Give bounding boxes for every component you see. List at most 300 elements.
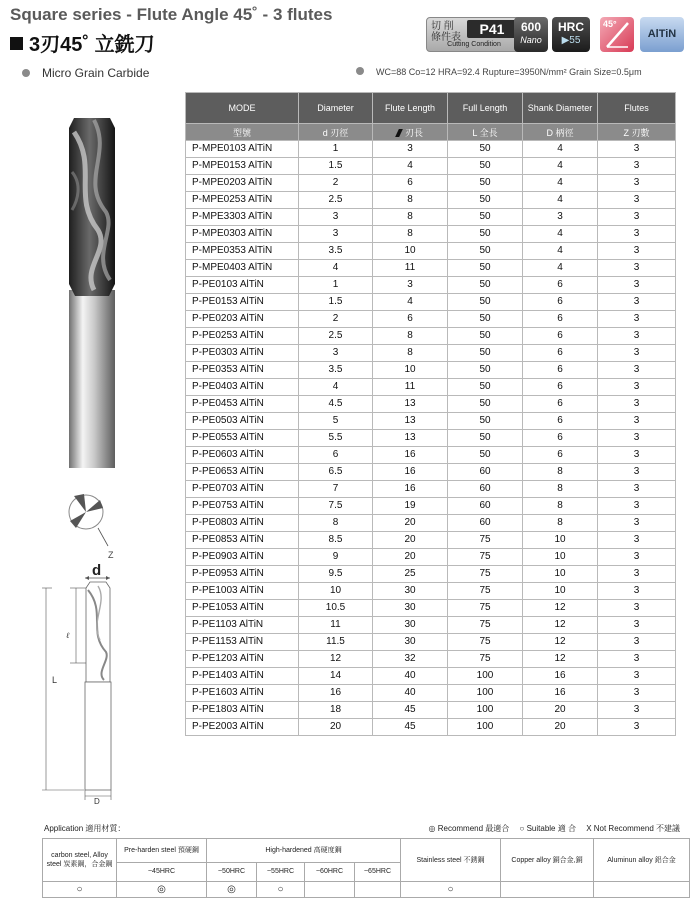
table-row xyxy=(186,328,676,345)
label-full-length: L xyxy=(52,675,58,685)
cell-full-length: 100 xyxy=(448,719,523,736)
cell-flutes: 3 xyxy=(598,396,676,413)
cell-full-length: 50 xyxy=(448,345,523,362)
app-hrc-65: ~65HRC xyxy=(355,862,401,881)
cell-flute-length: 32 xyxy=(373,651,448,668)
cell-flutes: 3 xyxy=(598,379,676,396)
cell-flutes: 3 xyxy=(598,702,676,719)
cell-flutes: 3 xyxy=(598,362,676,379)
cell-flute-length: 13 xyxy=(373,413,448,430)
cell-diameter: 11.5 xyxy=(299,634,373,651)
cell-flutes: 3 xyxy=(598,668,676,685)
cell-flute-length: 16 xyxy=(373,481,448,498)
cell-flute-length: 6 xyxy=(373,175,448,192)
cell-flute-length: 16 xyxy=(373,464,448,481)
cell-diameter: 2 xyxy=(299,311,373,328)
app-value-aluminum xyxy=(594,882,690,898)
table-row xyxy=(186,277,676,294)
header-model-cn: 型號 xyxy=(186,124,299,141)
app-value-hrc65 xyxy=(355,882,401,898)
cell-full-length: 60 xyxy=(448,498,523,515)
table-row xyxy=(186,719,676,736)
helix-angle-label: 45° xyxy=(603,19,617,29)
cell-model: P-PE0653 AlTiN xyxy=(186,464,299,481)
cross-section-drawing xyxy=(62,484,122,562)
cell-diameter: 8 xyxy=(299,515,373,532)
cell-model: P-PE0153 AlTiN xyxy=(186,294,299,311)
table-row xyxy=(186,243,676,260)
cell-diameter: 3.5 xyxy=(299,243,373,260)
legend-suitable: ○ Suitable 適 合 xyxy=(519,824,576,833)
header-shank-diameter-cn: D 柄徑 xyxy=(523,124,598,141)
cell-model: P-MPE0103 AlTiN xyxy=(186,141,299,158)
cell-diameter: 1.5 xyxy=(299,158,373,175)
cutting-condition-cn: 切 削 條件表 xyxy=(431,21,461,43)
cell-flutes: 3 xyxy=(598,447,676,464)
material-line xyxy=(22,66,149,80)
cell-shank-diameter: 6 xyxy=(523,277,598,294)
cell-flute-length: 16 xyxy=(373,447,448,464)
cell-full-length: 50 xyxy=(448,311,523,328)
cell-shank-diameter: 4 xyxy=(523,158,598,175)
header-full-length-cn: L 全長 xyxy=(448,124,523,141)
cell-model: P-MPE3303 AlTiN xyxy=(186,209,299,226)
table-row xyxy=(186,345,676,362)
spec-table xyxy=(185,92,676,736)
app-stainless-steel: Stainless steel 不銹鋼 xyxy=(401,839,501,882)
cell-model: P-PE0953 AlTiN xyxy=(186,566,299,583)
cell-flutes: 3 xyxy=(598,328,676,345)
cell-flute-length: 20 xyxy=(373,532,448,549)
header-diameter: Diameter xyxy=(299,93,373,124)
cell-model: P-PE0753 AlTiN xyxy=(186,498,299,515)
cell-full-length: 75 xyxy=(448,566,523,583)
cell-full-length: 50 xyxy=(448,362,523,379)
table-row xyxy=(186,498,676,515)
table-row xyxy=(186,396,676,413)
cell-flute-length: 10 xyxy=(373,243,448,260)
table-row xyxy=(186,379,676,396)
app-value-copper xyxy=(501,882,594,898)
cell-flute-length: 45 xyxy=(373,719,448,736)
app-value-hrc60 xyxy=(305,882,355,898)
table-row xyxy=(186,464,676,481)
cell-shank-diameter: 4 xyxy=(523,243,598,260)
cell-model: P-PE1153 AlTiN xyxy=(186,634,299,651)
cell-shank-diameter: 6 xyxy=(523,294,598,311)
cell-diameter: 3 xyxy=(299,345,373,362)
cell-flute-length: 11 xyxy=(373,260,448,277)
coating-badge: AlTiN xyxy=(640,17,684,52)
cell-flutes: 3 xyxy=(598,294,676,311)
cell-model: P-PE0103 AlTiN xyxy=(186,277,299,294)
cell-shank-diameter: 8 xyxy=(523,481,598,498)
cell-full-length: 50 xyxy=(448,243,523,260)
cell-shank-diameter: 6 xyxy=(523,345,598,362)
cell-full-length: 60 xyxy=(448,464,523,481)
cell-shank-diameter: 6 xyxy=(523,430,598,447)
cell-model: P-PE0503 AlTiN xyxy=(186,413,299,430)
cell-shank-diameter: 8 xyxy=(523,515,598,532)
app-carbon-steel: carbon steel, Alloy steel 炭素鋼，合金鋼 xyxy=(43,839,117,882)
cell-model: P-PE0603 AlTiN xyxy=(186,447,299,464)
cell-flutes: 3 xyxy=(598,566,676,583)
cell-full-length: 50 xyxy=(448,158,523,175)
cell-diameter: 1 xyxy=(299,141,373,158)
dimension-drawing xyxy=(38,560,148,805)
cell-full-length: 50 xyxy=(448,260,523,277)
cell-flutes: 3 xyxy=(598,175,676,192)
app-high-hardened-steel: High-hardened 高硬度鋼 xyxy=(207,839,401,863)
table-row xyxy=(186,668,676,685)
cell-flutes: 3 xyxy=(598,464,676,481)
cell-flute-length: 40 xyxy=(373,685,448,702)
square-bullet-icon xyxy=(10,37,23,50)
cell-diameter: 10 xyxy=(299,583,373,600)
cell-full-length: 75 xyxy=(448,634,523,651)
specs-text: WC=88 Co=12 HRA=92.4 Rupture=3950N/mm² Grain Size=0.5μm xyxy=(376,67,642,77)
cell-flutes: 3 xyxy=(598,345,676,362)
application-value-row xyxy=(43,882,690,898)
application-caption: Application 適用材質： xyxy=(44,824,126,833)
cell-model: P-MPE0153 AlTiN xyxy=(186,158,299,175)
cell-model: P-PE0553 AlTiN xyxy=(186,430,299,447)
cell-full-length: 50 xyxy=(448,141,523,158)
cell-model: P-PE0253 AlTiN xyxy=(186,328,299,345)
nano-badge xyxy=(514,17,548,52)
cell-model: P-PE0203 AlTiN xyxy=(186,311,299,328)
cell-diameter: 1.5 xyxy=(299,294,373,311)
table-row xyxy=(186,685,676,702)
header-flutes: Flutes xyxy=(598,93,676,124)
cell-flutes: 3 xyxy=(598,600,676,617)
cell-full-length: 60 xyxy=(448,481,523,498)
cell-full-length: 75 xyxy=(448,617,523,634)
cell-full-length: 50 xyxy=(448,430,523,447)
cell-diameter: 7.5 xyxy=(299,498,373,515)
cell-flute-length: 3 xyxy=(373,141,448,158)
cell-flute-length: 25 xyxy=(373,566,448,583)
cell-model: P-PE1203 AlTiN xyxy=(186,651,299,668)
cell-full-length: 50 xyxy=(448,413,523,430)
cell-flutes: 3 xyxy=(598,430,676,447)
cell-model: P-MPE0253 AlTiN xyxy=(186,192,299,209)
table-row xyxy=(186,634,676,651)
cell-diameter: 5.5 xyxy=(299,430,373,447)
cell-diameter: 2.5 xyxy=(299,328,373,345)
cell-shank-diameter: 12 xyxy=(523,617,598,634)
cell-flute-length: 4 xyxy=(373,294,448,311)
cell-shank-diameter: 6 xyxy=(523,396,598,413)
flute-length-icon xyxy=(395,129,403,137)
cell-flute-length: 10 xyxy=(373,362,448,379)
bullet-dot-icon xyxy=(356,67,364,75)
cell-diameter: 5 xyxy=(299,413,373,430)
cell-flutes: 3 xyxy=(598,226,676,243)
cell-full-length: 100 xyxy=(448,668,523,685)
cell-diameter: 11 xyxy=(299,617,373,634)
cell-diameter: 16 xyxy=(299,685,373,702)
table-row xyxy=(186,294,676,311)
hrc-badge-value: ▶55 xyxy=(561,35,581,46)
table-row xyxy=(186,651,676,668)
cell-flutes: 3 xyxy=(598,141,676,158)
app-value-hrc55: ○ xyxy=(257,882,305,898)
app-value-stainless: ○ xyxy=(401,882,501,898)
cell-shank-diameter: 6 xyxy=(523,447,598,464)
cell-diameter: 9.5 xyxy=(299,566,373,583)
cell-model: P-MPE0353 AlTiN xyxy=(186,243,299,260)
cell-shank-diameter: 6 xyxy=(523,379,598,396)
cell-shank-diameter: 20 xyxy=(523,719,598,736)
table-row xyxy=(186,532,676,549)
table-row xyxy=(186,549,676,566)
cell-flutes: 3 xyxy=(598,158,676,175)
cell-full-length: 50 xyxy=(448,175,523,192)
specs-line xyxy=(356,67,642,77)
cell-model: P-PE0853 AlTiN xyxy=(186,532,299,549)
cell-diameter: 8.5 xyxy=(299,532,373,549)
app-hrc-55: ~55HRC xyxy=(257,862,305,881)
cutting-condition-badge xyxy=(426,17,522,52)
cell-flutes: 3 xyxy=(598,413,676,430)
cell-model: P-PE0803 AlTiN xyxy=(186,515,299,532)
cutting-condition-code: P41 xyxy=(467,20,517,38)
nano-badge-label: Nano xyxy=(520,35,542,45)
cell-flute-length: 30 xyxy=(373,634,448,651)
cell-flutes: 3 xyxy=(598,719,676,736)
cell-full-length: 50 xyxy=(448,192,523,209)
cell-diameter: 3.5 xyxy=(299,362,373,379)
application-legend xyxy=(421,823,680,834)
cell-model: P-PE1053 AlTiN xyxy=(186,600,299,617)
application-table xyxy=(42,838,690,898)
cell-flutes: 3 xyxy=(598,549,676,566)
table-row xyxy=(186,583,676,600)
cell-flute-length: 30 xyxy=(373,600,448,617)
label-flute-length: ℓ xyxy=(66,631,70,640)
cell-flutes: 3 xyxy=(598,498,676,515)
end-mill-photo xyxy=(50,112,130,470)
cell-diameter: 6 xyxy=(299,447,373,464)
cell-full-length: 60 xyxy=(448,515,523,532)
cell-full-length: 75 xyxy=(448,651,523,668)
cell-flutes: 3 xyxy=(598,277,676,294)
table-row xyxy=(186,141,676,158)
label-d: d xyxy=(92,562,102,579)
cell-full-length: 100 xyxy=(448,685,523,702)
cell-flute-length: 8 xyxy=(373,209,448,226)
cell-shank-diameter: 10 xyxy=(523,583,598,600)
cell-flute-length: 3 xyxy=(373,277,448,294)
cell-flutes: 3 xyxy=(598,532,676,549)
legend-not-recommend: X Not Recommend 不建議 xyxy=(586,824,680,833)
cell-shank-diameter: 6 xyxy=(523,362,598,379)
table-row xyxy=(186,515,676,532)
cell-diameter: 2 xyxy=(299,175,373,192)
cell-flute-length: 6 xyxy=(373,311,448,328)
helix-angle-badge xyxy=(600,17,634,52)
table-row xyxy=(186,158,676,175)
cell-model: P-MPE0303 AlTiN xyxy=(186,226,299,243)
table-header-row-cn xyxy=(186,124,676,141)
table-row xyxy=(186,481,676,498)
cell-diameter: 20 xyxy=(299,719,373,736)
cell-diameter: 3 xyxy=(299,226,373,243)
cell-full-length: 50 xyxy=(448,447,523,464)
cell-flute-length: 45 xyxy=(373,702,448,719)
app-prehard-steel: Pre-harden steel 預硬鋼 xyxy=(117,839,207,863)
cell-flutes: 3 xyxy=(598,243,676,260)
spec-table-body xyxy=(186,141,676,736)
cell-diameter: 1 xyxy=(299,277,373,294)
cell-model: P-MPE0403 AlTiN xyxy=(186,260,299,277)
cell-full-length: 75 xyxy=(448,532,523,549)
cell-flutes: 3 xyxy=(598,209,676,226)
cell-flutes: 3 xyxy=(598,634,676,651)
table-row xyxy=(186,600,676,617)
cell-flute-length: 8 xyxy=(373,345,448,362)
cell-shank-diameter: 16 xyxy=(523,685,598,702)
cutting-condition-en: Cutting Condition xyxy=(447,41,501,48)
legend-recommend: ◎ Recommend 最適合 xyxy=(428,824,510,833)
cell-full-length: 75 xyxy=(448,549,523,566)
cell-shank-diameter: 10 xyxy=(523,532,598,549)
cell-full-length: 50 xyxy=(448,226,523,243)
cell-shank-diameter: 6 xyxy=(523,328,598,345)
cell-shank-diameter: 4 xyxy=(523,141,598,158)
cell-shank-diameter: 10 xyxy=(523,549,598,566)
cell-model: P-PE1003 AlTiN xyxy=(186,583,299,600)
cell-flute-length: 13 xyxy=(373,430,448,447)
page-title-cn-text: 3刃45˚ 立銑刀 xyxy=(29,34,155,56)
app-copper-alloy: Copper alloy 銅合金,銅 xyxy=(501,839,594,882)
table-row xyxy=(186,311,676,328)
cell-flutes: 3 xyxy=(598,481,676,498)
cell-shank-diameter: 16 xyxy=(523,668,598,685)
cell-model: P-PE1603 AlTiN xyxy=(186,685,299,702)
bullet-dot-icon xyxy=(22,69,30,77)
app-value-prehard: ◎ xyxy=(117,882,207,898)
cell-full-length: 75 xyxy=(448,600,523,617)
label-shank-diameter: D xyxy=(94,797,100,805)
cell-model: P-PE0403 AlTiN xyxy=(186,379,299,396)
table-row xyxy=(186,192,676,209)
cell-flute-length: 30 xyxy=(373,583,448,600)
table-row xyxy=(186,702,676,719)
cell-diameter: 10.5 xyxy=(299,600,373,617)
cell-model: P-PE0703 AlTiN xyxy=(186,481,299,498)
cell-flute-length: 20 xyxy=(373,549,448,566)
cell-diameter: 4 xyxy=(299,260,373,277)
table-row xyxy=(186,413,676,430)
label-z: Z xyxy=(108,550,114,560)
table-row xyxy=(186,209,676,226)
cell-diameter: 6.5 xyxy=(299,464,373,481)
cell-shank-diameter: 20 xyxy=(523,702,598,719)
cell-full-length: 50 xyxy=(448,396,523,413)
cell-full-length: 50 xyxy=(448,328,523,345)
cell-flute-length: 4 xyxy=(373,158,448,175)
cell-full-length: 50 xyxy=(448,277,523,294)
header-diameter-cn: d 刃徑 xyxy=(299,124,373,141)
cell-model: P-PE2003 AlTiN xyxy=(186,719,299,736)
cell-flutes: 3 xyxy=(598,617,676,634)
app-aluminum-alloy: Aluminun alloy 鋁合金 xyxy=(594,839,690,882)
cell-diameter: 7 xyxy=(299,481,373,498)
cell-flute-length: 30 xyxy=(373,617,448,634)
app-hrc-50: ~50HRC xyxy=(207,862,257,881)
app-prehard-hrc: ~45HRC xyxy=(117,862,207,881)
cell-shank-diameter: 6 xyxy=(523,413,598,430)
table-row xyxy=(186,447,676,464)
cell-flute-length: 20 xyxy=(373,515,448,532)
cell-full-length: 100 xyxy=(448,702,523,719)
cell-diameter: 18 xyxy=(299,702,373,719)
cell-shank-diameter: 10 xyxy=(523,566,598,583)
cell-flutes: 3 xyxy=(598,260,676,277)
cell-diameter: 4 xyxy=(299,379,373,396)
app-value-hrc50: ◎ xyxy=(207,882,257,898)
cell-diameter: 3 xyxy=(299,209,373,226)
header-flute-length: Flute Length xyxy=(373,93,448,124)
table-row xyxy=(186,226,676,243)
cell-model: P-PE0903 AlTiN xyxy=(186,549,299,566)
cell-model: P-PE0453 AlTiN xyxy=(186,396,299,413)
hrc-badge xyxy=(552,17,590,52)
cell-diameter: 9 xyxy=(299,549,373,566)
cell-shank-diameter: 12 xyxy=(523,600,598,617)
cell-flute-length: 8 xyxy=(373,192,448,209)
cell-shank-diameter: 4 xyxy=(523,175,598,192)
cell-flutes: 3 xyxy=(598,192,676,209)
cell-diameter: 2.5 xyxy=(299,192,373,209)
cell-full-length: 75 xyxy=(448,583,523,600)
header-model: MODE xyxy=(186,93,299,124)
cell-flutes: 3 xyxy=(598,311,676,328)
material-text: Micro Grain Carbide xyxy=(42,66,150,80)
cell-model: P-PE1103 AlTiN xyxy=(186,617,299,634)
page-title-en: Square series - Flute Angle 45˚ - 3 flutes xyxy=(10,5,333,24)
cell-model: P-PE1403 AlTiN xyxy=(186,668,299,685)
cell-shank-diameter: 8 xyxy=(523,464,598,481)
header-flutes-cn: Z 刃數 xyxy=(598,124,676,141)
cell-diameter: 14 xyxy=(299,668,373,685)
cell-full-length: 50 xyxy=(448,294,523,311)
cell-full-length: 50 xyxy=(448,379,523,396)
table-header-row-en xyxy=(186,93,676,124)
page-title-cn xyxy=(10,28,155,57)
header-flute-length-cn xyxy=(373,124,448,141)
table-row xyxy=(186,175,676,192)
table-row xyxy=(186,260,676,277)
cell-flute-length: 40 xyxy=(373,668,448,685)
cell-shank-diameter: 3 xyxy=(523,209,598,226)
cell-model: P-PE1803 AlTiN xyxy=(186,702,299,719)
cell-flute-length: 8 xyxy=(373,226,448,243)
cell-shank-diameter: 4 xyxy=(523,260,598,277)
cell-shank-diameter: 4 xyxy=(523,226,598,243)
cell-flute-length: 13 xyxy=(373,396,448,413)
cell-flute-length: 8 xyxy=(373,328,448,345)
cell-shank-diameter: 4 xyxy=(523,192,598,209)
cell-model: P-PE0303 AlTiN xyxy=(186,345,299,362)
cell-flutes: 3 xyxy=(598,515,676,532)
cell-shank-diameter: 12 xyxy=(523,651,598,668)
cell-shank-diameter: 12 xyxy=(523,634,598,651)
application-header-row xyxy=(43,839,690,863)
app-hrc-60: ~60HRC xyxy=(305,862,355,881)
